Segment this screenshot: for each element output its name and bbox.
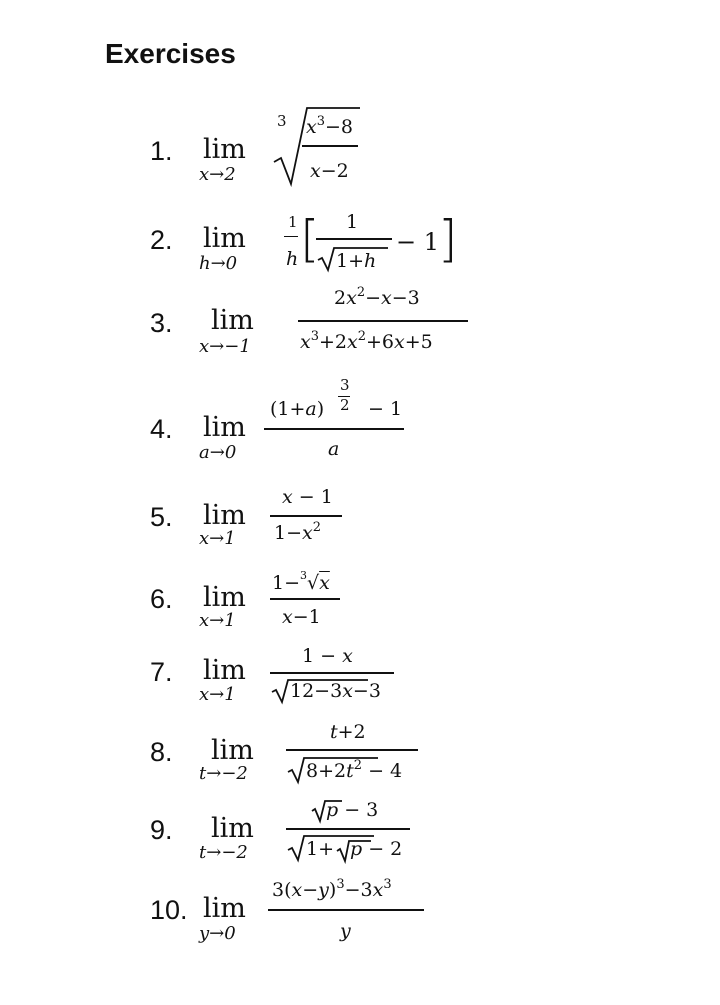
numerator: 1−$^3$√x (272, 569, 330, 594)
lim-operator: lim (203, 655, 246, 686)
limit-subscript: h→0 (199, 253, 238, 274)
exercise-number: 4. (150, 414, 173, 444)
outer-denominator: h (286, 248, 299, 270)
limit-subscript: x→2 (199, 164, 236, 185)
inner-denominator: 1+h (336, 250, 377, 272)
numerator: t+2 (330, 721, 366, 743)
denominator-tail: p − 2 (350, 838, 403, 860)
numerator-tail: − 1 (368, 398, 403, 420)
lim-operator: lim (211, 813, 254, 844)
fraction-bar (284, 236, 298, 237)
left-bracket: [ (300, 210, 320, 268)
lim-operator: lim (203, 134, 246, 165)
right-bracket: ] (438, 210, 458, 268)
exercise-number: 6. (150, 584, 173, 614)
fraction-bar (270, 672, 394, 674)
lim-operator: lim (211, 735, 254, 766)
denominator: 12−3x−3 (290, 680, 381, 702)
outer-numerator: 1 (288, 213, 298, 231)
exercise-number: 1. (150, 136, 173, 166)
exercise-number: 9. (150, 815, 173, 845)
exercise-number: 3. (150, 308, 173, 338)
exponent-numerator: 3 (340, 376, 350, 394)
page-title: Exercises (105, 38, 236, 69)
denominator-inner: 1+ (306, 838, 335, 860)
lim-operator: lim (203, 893, 246, 924)
limit-subscript: x→1 (199, 528, 236, 549)
denominator: y (340, 920, 351, 942)
exercise-number: 10. (150, 895, 188, 925)
minus-one: − 1 (396, 228, 440, 256)
exercise-number: 8. (150, 737, 173, 767)
fraction-bar (298, 320, 468, 322)
exercise-number: 5. (150, 502, 173, 532)
fraction-bar (286, 749, 418, 751)
lim-operator: lim (203, 500, 246, 531)
limit-subscript: x→−1 (199, 336, 251, 357)
limit-subscript: t→−2 (199, 763, 248, 784)
limit-subscript: x→1 (199, 684, 236, 705)
limit-subscript: t→−2 (199, 842, 248, 863)
exercise-number: 7. (150, 657, 173, 687)
denominator: x−2 (310, 160, 349, 182)
numerator: x − 1 (282, 486, 333, 508)
fraction-bar (302, 145, 358, 147)
fraction-bar (270, 598, 340, 600)
lim-operator: lim (203, 582, 246, 613)
numerator: $x^3-8$ (306, 114, 354, 138)
denominator: a (328, 438, 340, 460)
limit-subscript: x→1 (199, 610, 236, 631)
fraction-bar (264, 428, 404, 430)
fraction-bar (270, 515, 342, 517)
exponent-denominator: 2 (340, 396, 350, 414)
numerator: $3(x-y)^3-3x^3$ (272, 877, 392, 901)
numerator: $2x^2-x-3$ (334, 285, 420, 309)
denominator: x−1 (282, 606, 321, 628)
lim-operator: lim (203, 223, 246, 254)
numerator: p − 3 (326, 799, 379, 821)
fraction-bar (268, 909, 424, 911)
exercise-number: 2. (150, 225, 173, 255)
limit-subscript: y→0 (199, 923, 236, 944)
lim-operator: lim (211, 305, 254, 336)
numerator-base: (1+a) (270, 398, 325, 420)
denominator: $1-x^2$ (274, 520, 322, 544)
inner-numerator: 1 (346, 211, 359, 233)
lim-operator: lim (203, 412, 246, 443)
numerator: 1 − x (302, 645, 353, 667)
fraction-bar (316, 238, 392, 240)
fraction-bar (286, 828, 410, 830)
denominator: $x^3+2x^2+6x+5$ (300, 329, 433, 353)
denominator: $8+2t^2 - 4$ (306, 758, 403, 782)
root-index: 3 (277, 112, 287, 130)
limit-subscript: a→0 (199, 442, 237, 463)
